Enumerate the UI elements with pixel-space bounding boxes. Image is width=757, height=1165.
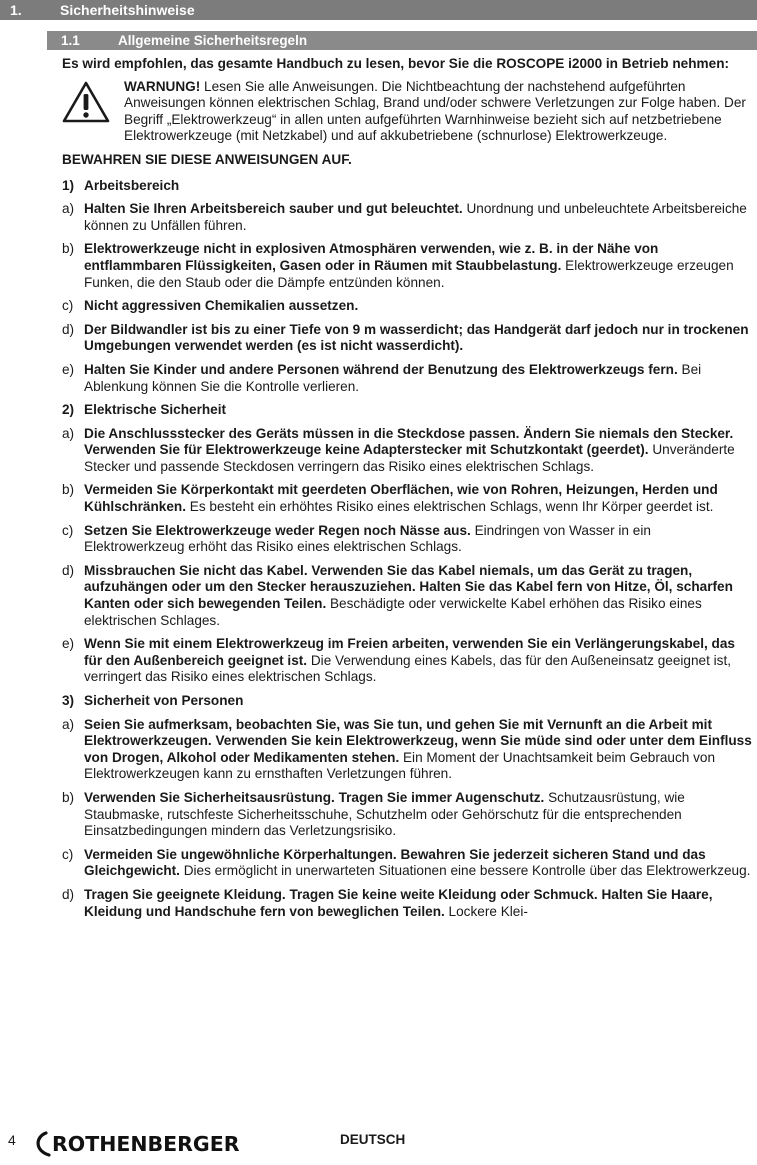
item-text — [84, 426, 754, 476]
item-text — [84, 887, 754, 920]
page-number: 4 — [8, 1132, 16, 1148]
section-title — [62, 178, 754, 195]
warning-body: Lesen Sie alle Anweisungen. Die Nichtbeachtung der nachstehend aufgeführten Anweisungen können elektrischen Schlag, Brand und/oder schwere Verletzungen zur Folge haben. Der Begriff „Elektrowerkzeug“ in allen unten aufgeführten Warnhinweise bezieht sich auf netzbetriebene Elektrowerkzeuge (mit Netzkabel) und auf akkubetriebene (schnurlose) Elektrowerkzeuge. — [124, 78, 746, 144]
item-bold-text: Seien Sie aufmerksam, beobachten Sie, was Sie tun, und gehen Sie mit Vernunft an die Arbeit mit Elektrowerkzeugen. Verwenden Sie kein Elektrowerkzeug, wenn Sie müde sind oder unter dem Einfluss von Drogen, Alkohol oder Medikamenten stehen. — [84, 716, 752, 765]
item-letter: e) — [62, 636, 75, 652]
item-bold-text: Missbrauchen Sie nicht das Kabel. Verwenden Sie das Kabel niemals, um das Gerät zu tragen, aufzuhängen oder um den Stecker herauszuziehen. Halten Sie das Kabel fern von Hitze, Öl, scharfen Kanten oder sich bewegenden Teilen. — [84, 562, 733, 612]
item-plain-text: Es besteht ein erhöhtes Risiko eines elektrischen Schlags, wenn Ihr Körper geerdet ist. — [185, 499, 714, 515]
item-bold-text: Wenn Sie mit einem Elektrowerkzeug im Freien arbeiten, verwenden Sie ein Verlängerungskabel, das für den Außenbereich geeignet ist. — [84, 636, 735, 668]
item-plain-text: Dies ermöglicht in unerwarteten Situationen eine bessere Kontrolle über das Elektrowerkzeug. — [179, 863, 751, 879]
item-text — [84, 847, 754, 880]
item-bold-text: Halten Sie Ihren Arbeitsbereich sauber und gut beleuchtet. — [84, 201, 463, 217]
keep-instructions-notice: BEWAHREN SIE DIESE ANWEISUNGEN AUF. — [62, 151, 352, 167]
section-number: 2) — [62, 402, 75, 418]
list-item — [62, 201, 754, 234]
item-bold-text: Der Bildwandler ist bis zu einer Tiefe von 9 m wasserdicht; das Handgerät darf jedoch nur in trockenen Umgebungen verwendet werden (es ist nicht wasserdicht). — [84, 321, 749, 354]
list-item — [62, 717, 754, 783]
item-bold-text: Verwenden Sie Sicherheitsausrüstung. Tragen Sie immer Augenschutz. — [84, 789, 545, 805]
list-item — [62, 790, 754, 840]
list-item — [62, 523, 754, 556]
item-plain-text: Eindringen von Wasser in ein Elektrowerkzeug erhöht das Risiko eines elektrischen Schlags. — [84, 522, 651, 555]
section-title — [62, 693, 754, 710]
safety-sections — [62, 178, 754, 921]
item-plain-text: Die Verwendung eines Kabels, das für den Außeneinsatz geeignet ist, verringert das Risiko eines elektrischen Schlags. — [84, 652, 732, 685]
item-bold-text: Setzen Sie Elektrowerkzeuge weder Regen noch Nässe aus. — [84, 522, 471, 538]
item-plain-text: Lockere Klei- — [444, 903, 528, 919]
item-letter: d) — [62, 321, 75, 337]
section-number: 3) — [62, 693, 75, 708]
content — [62, 56, 754, 927]
item-text — [84, 717, 754, 783]
list-item — [62, 887, 754, 920]
item-letter: b) — [62, 482, 75, 498]
item-bold-text: Nicht aggressiven Chemikalien aussetzen. — [84, 298, 359, 314]
item-letter: d) — [62, 562, 75, 578]
warning-label: WARNUNG! — [124, 78, 201, 94]
item-plain-text: Unordnung und unbeleuchtete Arbeitsbereiche können zu Unfällen führen. — [84, 201, 747, 233]
item-letter: a) — [62, 425, 75, 441]
item-text — [84, 482, 754, 515]
item-letter: b) — [62, 789, 75, 805]
item-letter: c) — [62, 298, 74, 314]
item-text — [84, 790, 754, 840]
rothenberger-logo — [32, 1126, 262, 1165]
warning-triangle-icon — [62, 79, 124, 145]
item-letter: b) — [62, 241, 75, 257]
item-bold-text: Vermeiden Sie ungewöhnliche Körperhaltungen. Bewahren Sie jederzeit sicheren Stand und das Gleichgewicht. — [84, 846, 706, 879]
item-plain-text: Unveränderte Stecker und passende Steckdosen verringern das Risiko eines elektrischen Schlags. — [84, 442, 735, 474]
section-title-text: Elektrische Sicherheit — [84, 402, 227, 418]
item-plain-text: Schutzausrüstung, wie Staubmaske, rutschfeste Sicherheitsschuhe, Schutzhelm oder Gehörschutz für die entsprechenden Einsatzbedingungen mindern das Verletzungsrisiko. — [84, 789, 685, 839]
item-text — [84, 523, 754, 556]
item-bold-text: Elektrowerkzeuge nicht in explosiven Atmosphären verwenden, wie z. B. in der Nähe von entflammbaren Flüssigkeiten, Gasen oder in Räumen mit Staubbelastung. — [84, 241, 659, 273]
list-item — [62, 426, 754, 476]
item-letter: c) — [62, 522, 74, 538]
section-number: 1) — [62, 177, 75, 193]
list-item — [62, 636, 754, 686]
warning-text — [124, 79, 754, 145]
list-item — [62, 241, 754, 291]
item-text — [84, 298, 754, 315]
item-letter: a) — [62, 201, 75, 217]
item-text — [84, 322, 754, 355]
section-title-text: Arbeitsbereich — [84, 177, 180, 193]
item-plain-text: Beschädigte oder verwickelte Kabel erhöhen das Risiko eines elektrischen Schlages. — [84, 596, 702, 628]
item-plain-text: Bei Ablenkung können Sie die Kontrolle verlieren. — [84, 361, 702, 394]
item-bold-text: Die Anschlussstecker des Geräts müssen in die Steckdose passen. Ändern Sie niemals den Stecker. Verwenden Sie für Elektrowerkzeuge keine Adapterstecker mit Schutzkontakt (geerdet). — [84, 425, 734, 458]
section-title: Sicherheitshinweise — [60, 2, 195, 18]
item-plain-text: Elektrowerkzeuge erzeugen Funken, die den Staub oder die Dämpfe entzünden können. — [84, 257, 734, 290]
list-item — [62, 362, 754, 395]
list-item — [62, 847, 754, 880]
item-letter: c) — [62, 846, 74, 862]
list-item — [62, 482, 754, 515]
intro-text: Es wird empfohlen, das gesamte Handbuch zu lesen, bevor Sie die ROSCOPE i2000 in Betrieb nehmen: — [62, 56, 730, 71]
item-bold-text: Tragen Sie geeignete Kleidung. Tragen Sie keine weite Kleidung oder Schmuck. Halten Sie Haare, Kleidung und Handschuhe fern von beweglichen Teilen. — [84, 886, 713, 919]
item-plain-text: Ein Moment der Unachtsamkeit beim Gebrauch von Elektrowerkzeugen kann zu ernsthaften Verletzungen führen. — [84, 749, 716, 782]
item-bold-text: Vermeiden Sie Körperkontakt mit geerdeten Oberflächen, wie von Rohren, Heizungen, Herden und Kühlschränken. — [84, 482, 718, 515]
item-bold-text: Halten Sie Kinder und andere Personen während der Benutzung des Elektrowerkzeugs fern. — [84, 361, 678, 377]
subsection-number: 1.1 — [61, 33, 80, 48]
language-label: DEUTSCH — [340, 1132, 406, 1147]
list-item — [62, 322, 754, 355]
brand-name: ROTHENBERGER — [52, 1132, 240, 1156]
section-heading — [0, 0, 757, 20]
warning-block — [62, 79, 754, 145]
item-text — [84, 636, 754, 686]
item-letter: d) — [62, 886, 75, 902]
subsection-title: Allgemeine Sicherheitsregeln — [118, 33, 308, 48]
item-text — [84, 201, 754, 234]
item-letter: a) — [62, 716, 75, 732]
subsection-heading — [47, 31, 757, 50]
list-item — [62, 563, 754, 629]
page-footer — [0, 1124, 757, 1162]
item-letter: e) — [62, 361, 75, 377]
list-item — [62, 298, 754, 315]
item-text — [84, 241, 754, 291]
section-number: 1. — [10, 2, 22, 18]
section-title — [62, 402, 754, 419]
section-title-text: Sicherheit von Personen — [84, 693, 244, 708]
item-text — [84, 563, 754, 629]
item-text — [84, 362, 754, 395]
